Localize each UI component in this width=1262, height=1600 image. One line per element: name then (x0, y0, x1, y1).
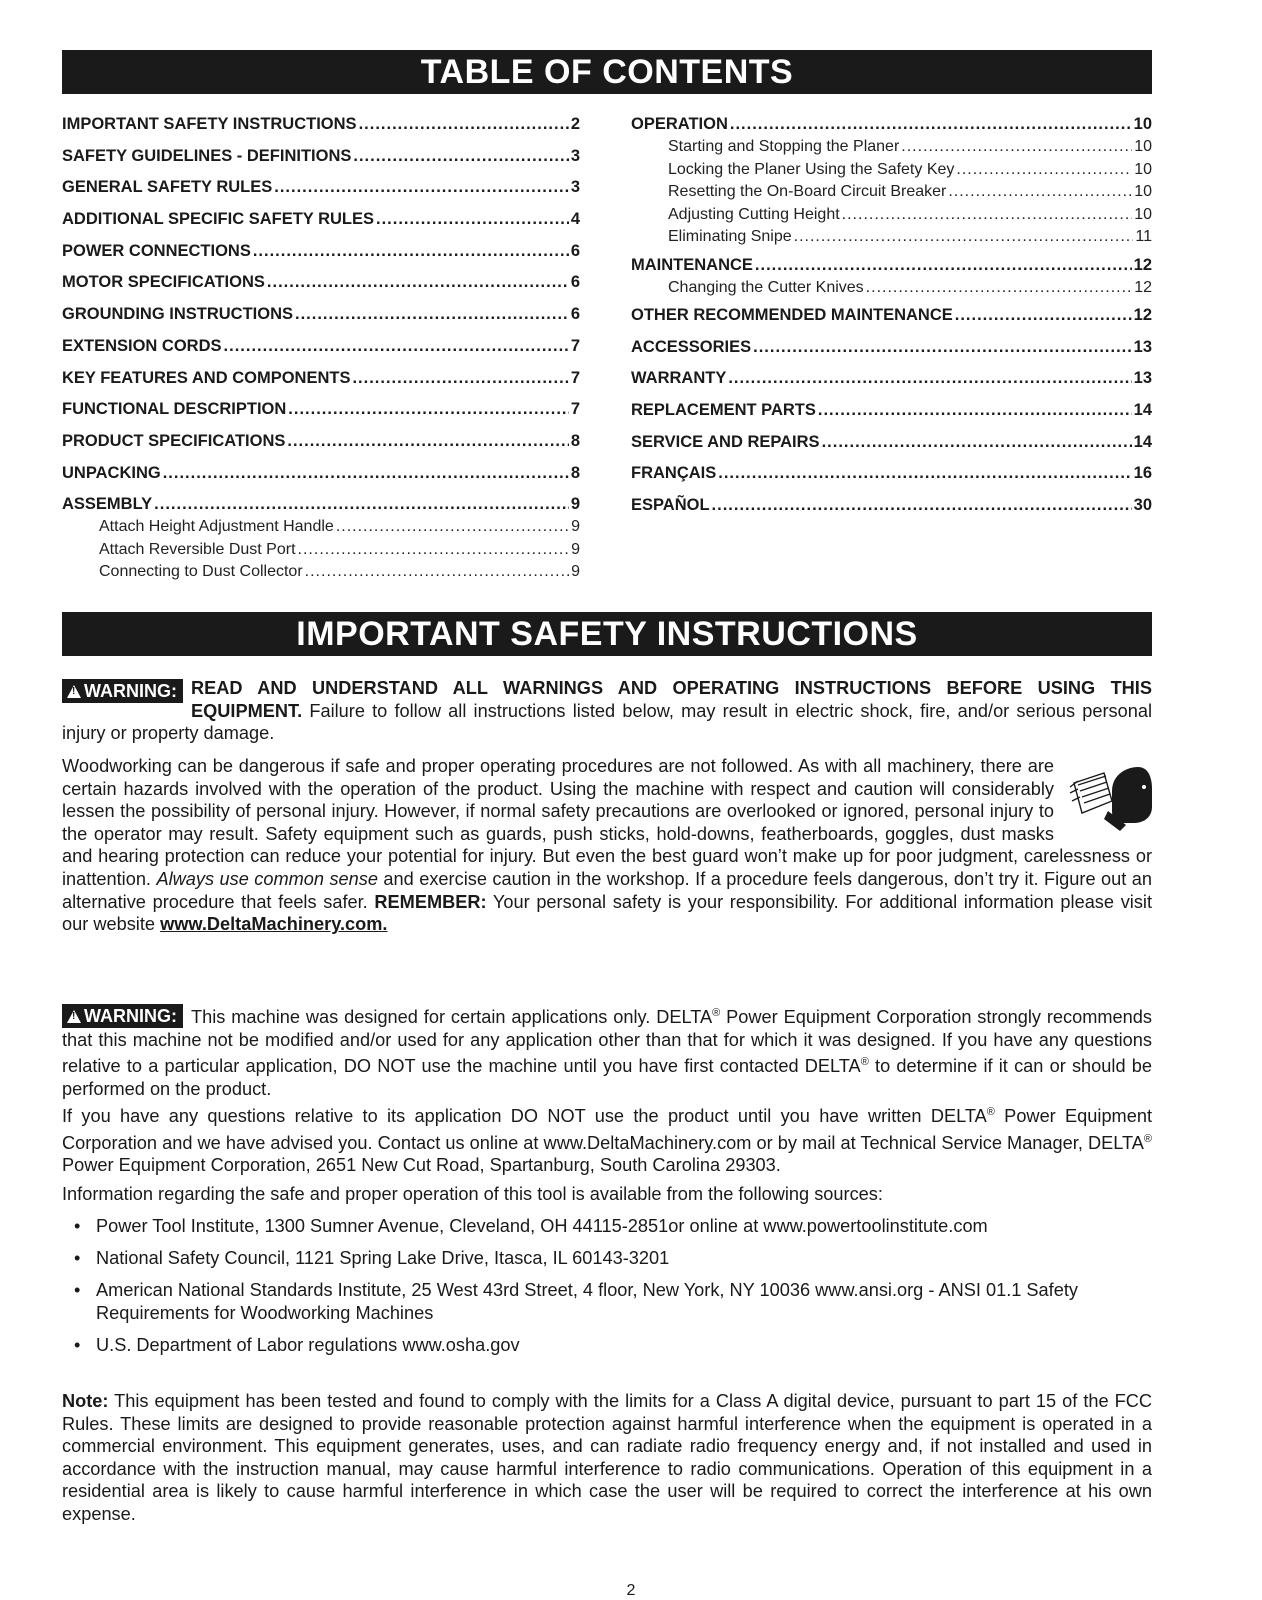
toc-entry-label: OTHER RECOMMENDED MAINTENANCE (631, 306, 953, 324)
toc-entry-page: 8 (570, 463, 580, 482)
list-item: • National Safety Council, 1121 Spring Lake Drive, Itasca, IL 60143-3201 (62, 1247, 1152, 1270)
toc-entry-label: PRODUCT SPECIFICATIONS (62, 431, 286, 450)
toc-leader-dots (822, 432, 1132, 452)
woodworking-italic: Always use common sense (156, 868, 378, 889)
info-sources-intro: Information regarding the safe and proper operation of this tool is available from the following sources: (62, 1184, 883, 1204)
toc-entry-page: 7 (570, 368, 580, 387)
toc-leader-dots (154, 494, 569, 514)
toc-entry-page: 6 (570, 273, 580, 292)
toc-entry[interactable] (631, 114, 1152, 137)
note-text: This equipment has been tested and found to comply with the limits for a Class A digital device, pursuant to part 15 of the FCC Rules. These limits are designed to provide reasonable protection against harmful interference when the equipment is operated in a commercial environment. This equipment generates, uses, and can radiate radio frequency energy and, if not installed and used in accordance with the instruction manual, may cause harmful interference to radio communications. Operation of this equipment in a residential area is likely to cause harmful interference in which case the user will be required to correct the interference at his own expense. (62, 1391, 1152, 1524)
toc-entry-label: Connecting to Dust Collector (99, 563, 303, 581)
toc-leader-dots (728, 368, 1131, 388)
toc-entry[interactable] (62, 399, 580, 431)
toc-leader-dots (295, 304, 569, 324)
toc-entry[interactable] (62, 368, 580, 400)
toc-leader-dots (818, 400, 1132, 420)
toc-subentry[interactable] (631, 160, 1152, 183)
toc-entry-page: 11 (1135, 228, 1152, 245)
warning-label: WARNING: (84, 681, 177, 701)
woodworking-paragraph (62, 755, 1152, 936)
toc-entry-label: UNPACKING (62, 463, 161, 482)
toc-entry-page: 3 (570, 178, 580, 197)
toc-subentry[interactable] (631, 205, 1152, 228)
registered-mark: ® (860, 1056, 869, 1069)
woodworking-text-3: Your personal safety is your responsibility. For additional information please visit our website (62, 891, 1153, 935)
toc-entry-page: 30 (1133, 496, 1152, 515)
toc-entry-page: 9 (571, 540, 580, 558)
toc-leader-dots (298, 540, 570, 560)
warning-badge (62, 679, 183, 703)
toc-entry[interactable] (62, 431, 580, 463)
toc-leader-dots (305, 562, 569, 582)
toc-entry-label: Attach Reversible Dust Port (99, 540, 296, 558)
website-link[interactable]: www.DeltaMachinery.com. (160, 914, 388, 935)
registered-mark: ® (986, 1106, 995, 1118)
toc-leader-dots (288, 399, 569, 419)
note-label: Note: (62, 1391, 109, 1411)
warning-badge (62, 1004, 183, 1028)
toc-entry[interactable] (631, 305, 1152, 337)
warning-label: WARNING: (84, 1006, 177, 1026)
toc-entry[interactable] (62, 209, 580, 241)
toc-entry-label: Locking the Planer Using the Safety Key (668, 160, 955, 178)
toc-entry-label: FRANÇAIS (631, 464, 717, 483)
contact-paragraph (62, 1101, 1152, 1177)
toc-leader-dots (352, 368, 568, 388)
toc-entry-page: 10 (1134, 205, 1152, 223)
toc-entry[interactable] (631, 337, 1152, 369)
toc-entry-page: 8 (570, 431, 580, 450)
toc-leader-dots (956, 160, 1132, 180)
toc-subentry[interactable] (62, 517, 580, 540)
toc-entry-page: 10 (1134, 160, 1152, 178)
toc-leader-dots (755, 255, 1132, 275)
toc-subentry[interactable] (631, 137, 1152, 160)
toc-entry-page: 9 (570, 495, 580, 514)
toc-entry-page: 6 (570, 241, 580, 260)
toc-entry-page: 12 (1133, 255, 1152, 274)
toc-right-column (631, 114, 1152, 527)
toc-leader-dots (955, 305, 1132, 325)
toc-entry-label: Eliminating Snipe (668, 228, 792, 245)
list-item: • Power Tool Institute, 1300 Sumner Avenue, Cleveland, OH 44115-2851or online at www.powertoolinstitute.com (62, 1215, 1152, 1238)
toc-entry-page: 2 (570, 115, 580, 133)
contact-text-b: Power Equipment Corporation and we have advised you. Contact us online at www.DeltaMachinery.com or by mail at Technical Service Manager, DELTA (62, 1106, 1152, 1153)
toc-title: TABLE OF CONTENTS (62, 50, 1152, 94)
toc-leader-dots (163, 463, 569, 483)
toc-entry-label: KEY FEATURES AND COMPONENTS (62, 368, 351, 387)
toc-subentry[interactable] (631, 227, 1152, 250)
toc-entry[interactable] (631, 400, 1152, 432)
woodworking-text-2: and exercise caution in the workshop. If a procedure feels dangerous, don’t try it. Figure out an alternative procedure that feels safer. (62, 868, 1152, 912)
safety-title: IMPORTANT SAFETY INSTRUCTIONS (62, 612, 1152, 656)
toc-subentry[interactable] (62, 540, 580, 563)
toc-entry[interactable] (62, 272, 580, 304)
toc-leader-dots (253, 241, 569, 261)
warning-read-text: Failure to follow all instructions listed below, may result in electric shock, fire, and/or serious personal injury or property damage. (62, 700, 1152, 744)
toc-entry-page: 12 (1134, 278, 1152, 296)
toc-leader-dots (901, 137, 1132, 157)
toc-entry[interactable] (62, 463, 580, 495)
toc-leader-dots (794, 227, 1134, 247)
toc-entry[interactable] (62, 304, 580, 336)
toc-entry-label: MOTOR SPECIFICATIONS (62, 273, 265, 292)
toc-entry-label: Adjusting Cutting Height (668, 205, 840, 223)
toc-entry-page: 13 (1133, 369, 1152, 388)
toc-entry-label: GENERAL SAFETY RULES (62, 178, 273, 197)
toc-entry[interactable] (62, 114, 580, 146)
toc-entry[interactable] (62, 494, 580, 517)
toc-entry-page: 12 (1133, 306, 1152, 324)
contact-text-a: If you have any questions relative to its application DO NOT use the product until you have written DELTA (62, 1106, 987, 1127)
toc-subentry[interactable] (62, 562, 580, 585)
toc-entry-label: SAFETY GUIDELINES - DEFINITIONS (62, 146, 352, 165)
toc-entry-label: Changing the Cutter Knives (668, 278, 864, 296)
toc-entry[interactable] (62, 336, 580, 368)
toc-leader-dots (267, 272, 569, 292)
toc-leader-dots (718, 463, 1131, 483)
toc-entry-label: POWER CONNECTIONS (62, 241, 251, 260)
toc-entry-page: 4 (570, 210, 580, 229)
toc-entry-label: SERVICE AND REPAIRS (631, 432, 820, 451)
toc-entry-page: 3 (570, 146, 580, 165)
toc-leader-dots (753, 337, 1132, 357)
toc-entry-label: Attach Height Adjustment Handle (99, 518, 334, 536)
page-number: 2 (626, 1582, 636, 1599)
toc-entry[interactable] (62, 241, 580, 273)
toc-leader-dots (336, 517, 569, 537)
toc-subentry[interactable] (631, 182, 1152, 205)
toc-entry-page: 14 (1133, 401, 1152, 420)
toc-entry[interactable] (631, 432, 1152, 464)
toc-entry-page: 16 (1133, 464, 1152, 483)
toc-entry-label: FUNCTIONAL DESCRIPTION (62, 400, 287, 419)
sources-list (62, 1215, 1152, 1366)
toc-entry[interactable] (631, 368, 1152, 400)
toc-entry[interactable] (62, 146, 580, 178)
warning-read-heading: READ AND UNDERSTAND ALL WARNINGS AND OPERATING INSTRUCTIONS BEFORE USING THIS EQUIPMENT. (191, 678, 1152, 721)
toc-leader-dots (376, 209, 569, 229)
toc-entry-page: 10 (1133, 115, 1152, 133)
toc-entry-page: 10 (1134, 183, 1152, 200)
list-item: • American National Standards Institute, 25 West 43rd Street, 4 floor, New York, NY 10036 www.ansi.org - ANSI 01.1 Safety Requirements for Woodworking Machines (62, 1279, 1152, 1324)
toc-entry-page: 14 (1133, 432, 1152, 451)
toc-entry-label: EXTENSION CORDS (62, 336, 222, 355)
fcc-note-paragraph (62, 1390, 1152, 1526)
toc-entry-page: 9 (571, 563, 580, 581)
toc-entry-label: ADDITIONAL SPECIFIC SAFETY RULES (62, 210, 375, 229)
toc-leader-dots (730, 114, 1132, 134)
contact-text-c: Power Equipment Corporation, 2651 New Cut Road, Spartanburg, South Carolina 29303. (62, 1155, 781, 1176)
toc-entry[interactable] (631, 255, 1152, 278)
toc-entry-label: WARRANTY (631, 369, 727, 388)
registered-mark: ® (712, 1007, 721, 1019)
toc-entry-label: IMPORTANT SAFETY INSTRUCTIONS (62, 115, 357, 133)
toc-leader-dots (287, 431, 568, 451)
toc-entry-label: REPLACEMENT PARTS (631, 401, 816, 420)
registered-mark: ® (1143, 1132, 1152, 1145)
toc-leader-dots (353, 146, 568, 166)
toc-leader-dots (274, 177, 569, 197)
toc-leader-dots (224, 336, 569, 356)
toc-leader-dots (948, 182, 1132, 202)
list-item: • U.S. Department of Labor regulations www.osha.gov (62, 1334, 1152, 1357)
warning-read-paragraph (62, 677, 1152, 745)
warning-applications-text-b: Power Equipment Corporation strongly recommends that this machine not be modified and/or used for any application other than that for which it was designed. If you have any questions relative to a particular application, DO NOT use the machine until you have first contacted DELTA (62, 1007, 1152, 1077)
toc-left-column (62, 114, 580, 585)
toc-entry-label: OPERATION (631, 115, 728, 133)
toc-entry-page: 9 (571, 518, 580, 536)
warning-triangle-icon (67, 1010, 81, 1023)
toc-leader-dots (712, 495, 1132, 515)
toc-entry-page: 7 (570, 336, 580, 355)
toc-entry-page: 13 (1133, 337, 1152, 356)
toc-entry-page: 10 (1134, 138, 1152, 155)
toc-entry[interactable] (631, 495, 1152, 527)
read-manual-helmet-icon (1068, 761, 1152, 835)
toc-entry-label: Resetting the On-Board Circuit Breaker (668, 183, 947, 200)
warning-applications-paragraph (62, 1002, 1152, 1101)
toc-leader-dots (359, 114, 569, 134)
toc-entry-label: ESPAÑOL (631, 496, 710, 515)
toc-entry-label: Starting and Stopping the Planer (668, 138, 900, 155)
woodworking-text-1: Woodworking can be dangerous if safe and proper operating procedures are not followed. As with all machinery, there are certain hazards involved with the operation of the product. Using the machine with respect and caution will considerably lessen the possibility of personal injury. However, if normal safety precautions are overlooked or ignored, personal injury to the operator may result. Safety equipment such as guards, push sticks, hold-downs, featherboards, goggles, dust masks and hearing protection can reduce your potential for injury. But even the best guard won’t make up for poor judgment, carelessness or inattention. (62, 756, 1152, 889)
toc-leader-dots (866, 278, 1133, 298)
warning-applications-text-c: to determine if it can or should be performed on the product. (62, 1056, 1152, 1099)
warning-triangle-icon (67, 685, 81, 698)
toc-entry-label: MAINTENANCE (631, 255, 753, 274)
toc-entry[interactable] (62, 177, 580, 209)
toc-subentry[interactable] (631, 278, 1152, 301)
remember-label: REMEMBER: (374, 891, 487, 912)
toc-leader-dots (842, 205, 1133, 225)
toc-entry[interactable] (631, 463, 1152, 495)
warning-applications-text-a: This machine was designed for certain applications only. DELTA (191, 1007, 713, 1028)
toc-entry-label: GROUNDING INSTRUCTIONS (62, 305, 293, 324)
toc-entry-page: 6 (570, 305, 580, 324)
toc-entry-page: 7 (570, 400, 580, 419)
toc-entry-label: ACCESSORIES (631, 337, 752, 356)
toc-entry-label: ASSEMBLY (62, 495, 153, 514)
